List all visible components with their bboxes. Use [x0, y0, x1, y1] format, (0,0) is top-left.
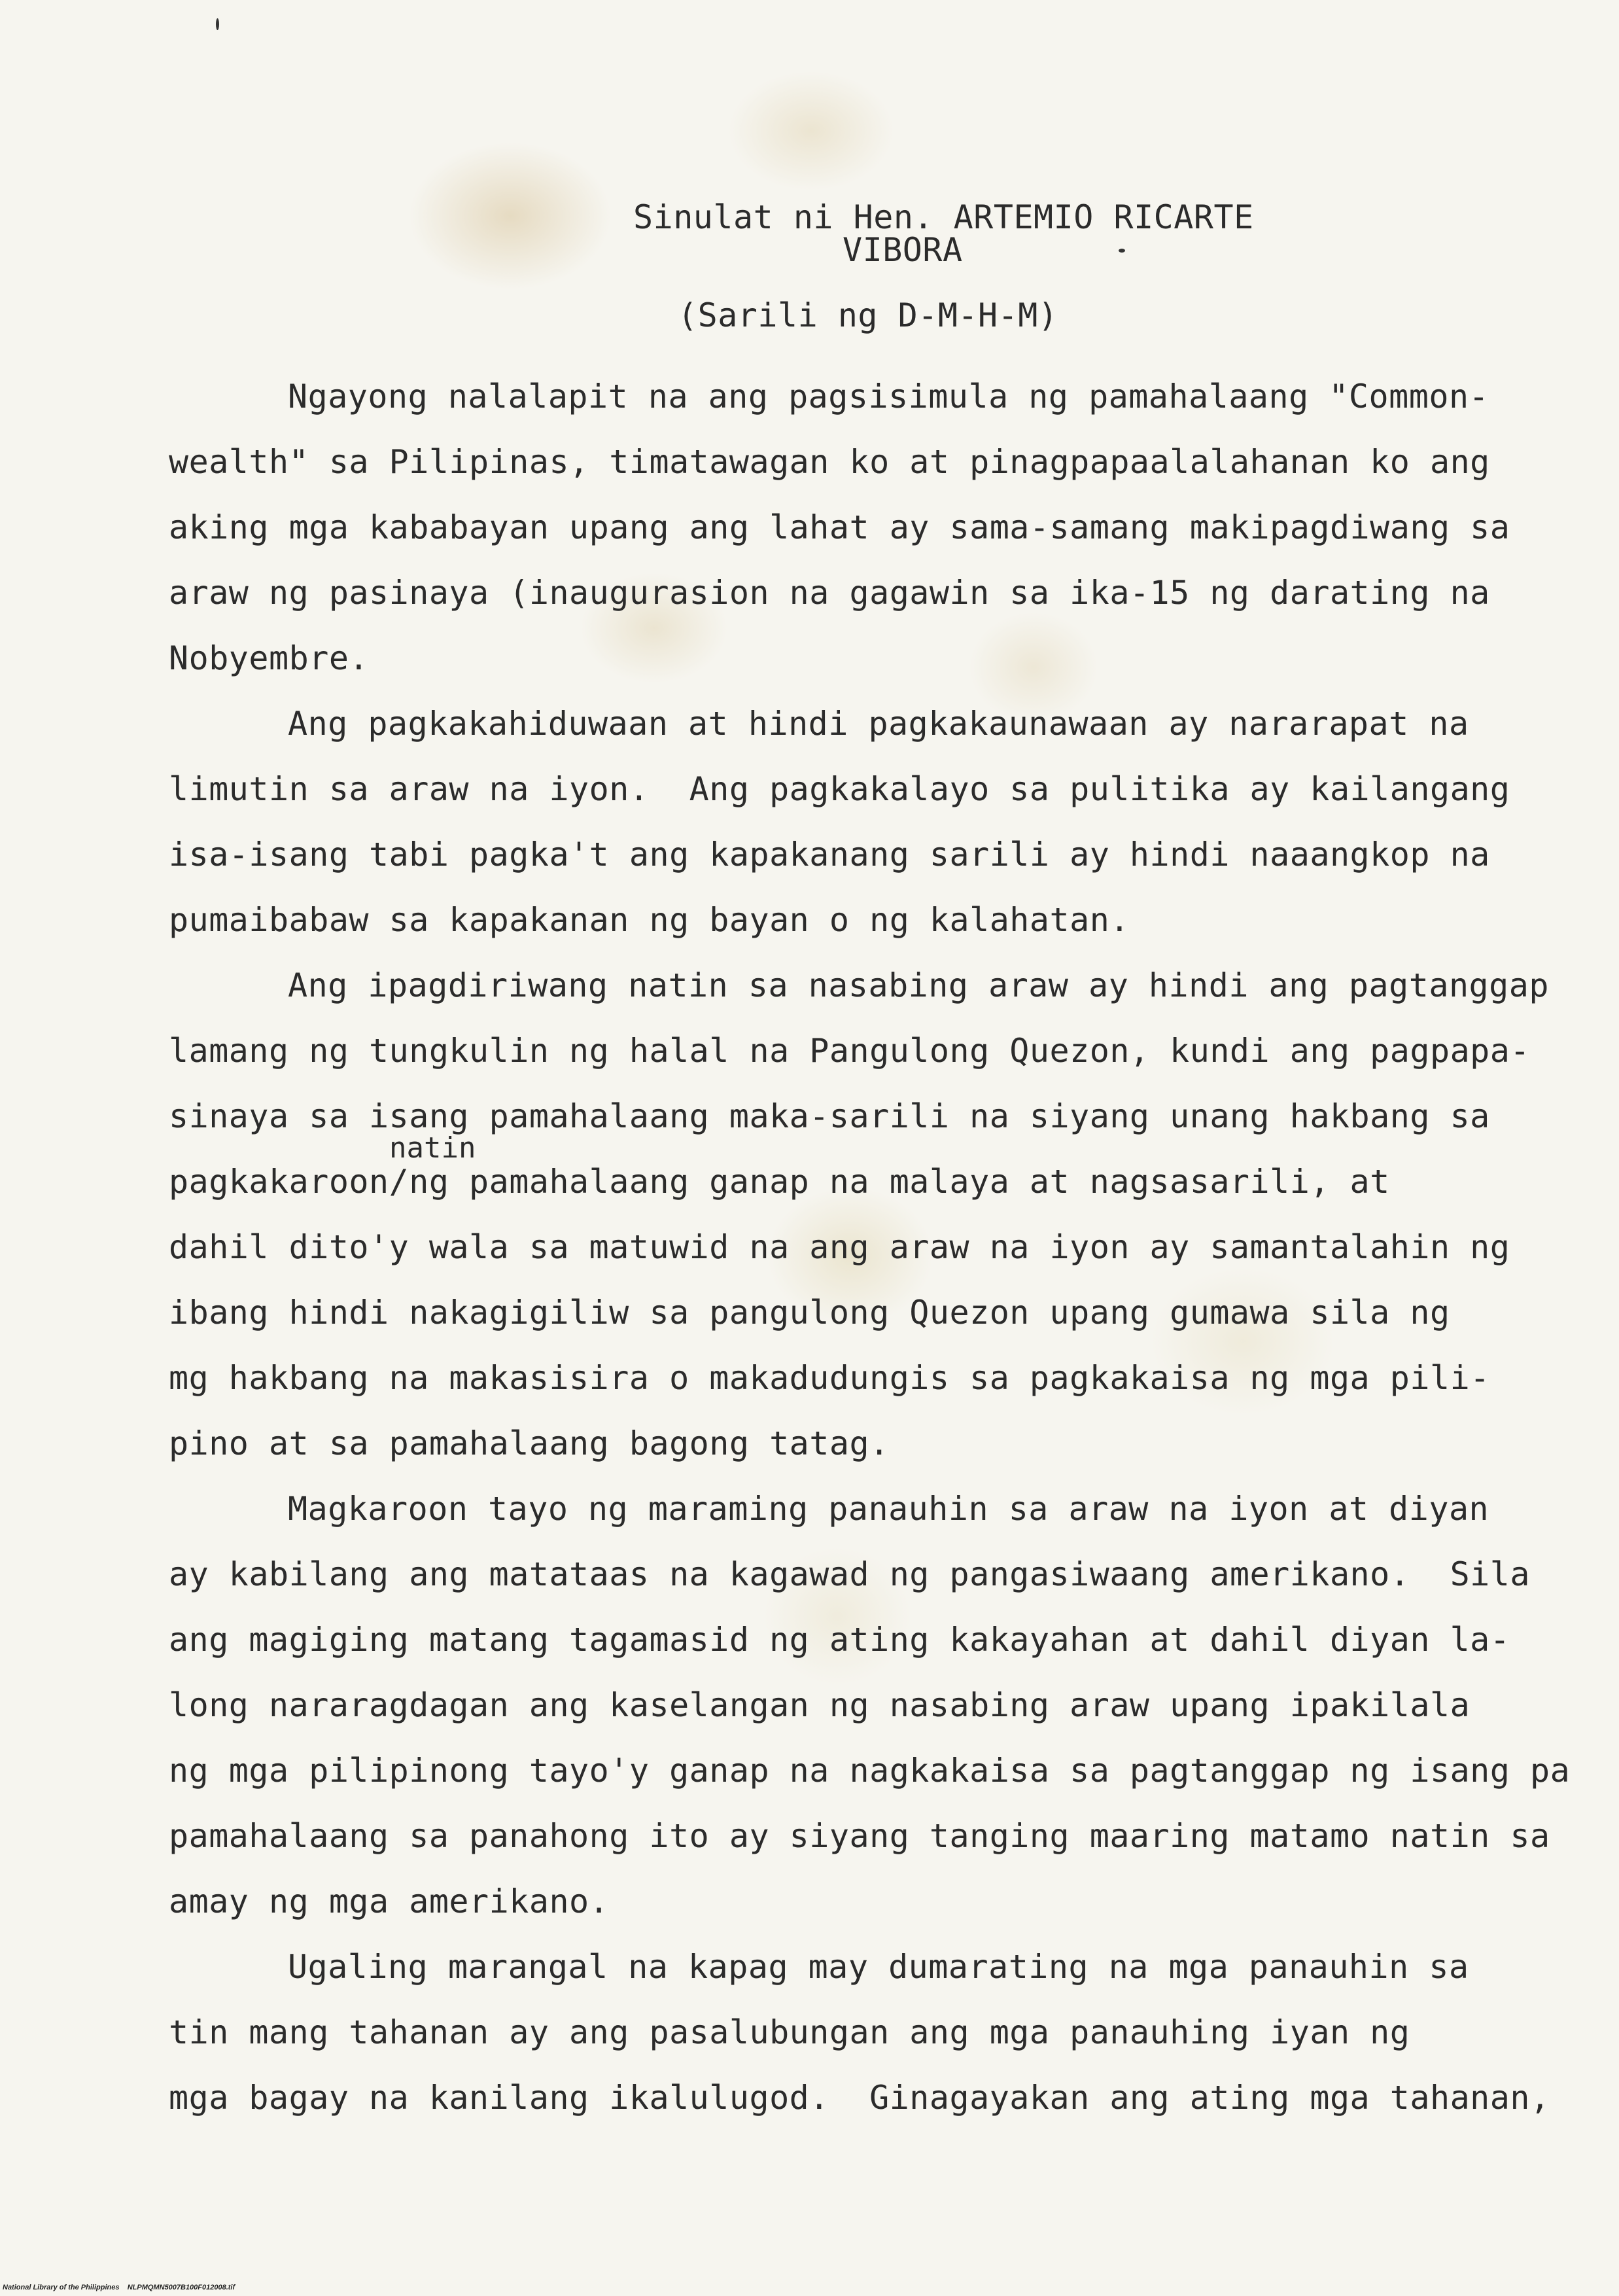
- text-line: pumaibabaw sa kapakanan ng bayan o ng kalahatan.: [169, 901, 1130, 939]
- text-line: mg hakbang na makasisira o makadudungis sa pagkakaisa ng mga pili-: [169, 1359, 1490, 1397]
- text-line: amay ng mga amerikano.: [169, 1882, 610, 1920]
- text-line: tin mang tahanan ay ang pasalubungan ang mga panauhing iyan ng: [169, 2013, 1410, 2051]
- text-line: Nobyembre.: [169, 639, 370, 677]
- text-line: araw ng pasinaya (inaugurasion na gagawin sa ika-15 ng darating na: [169, 574, 1490, 612]
- text-line: pino at sa pamahalaang bagong tatag.: [169, 1424, 890, 1462]
- text-line: Magkaroon tayo ng maraming panauhin sa araw na iyon at diyan: [288, 1490, 1489, 1528]
- ink-speck: [1119, 249, 1125, 253]
- text-line: ng mga pilipinong tayo'y ganap na nagkakaisa sa pagtanggap ng isang pa: [169, 1752, 1571, 1790]
- text-line: lamang ng tungkulin ng halal na Pangulong Quezon, kundi ang pagpapa-: [169, 1032, 1530, 1070]
- text-line: Ang pagkakahiduwaan at hindi pagkakaunawaan ay nararapat na: [288, 705, 1469, 743]
- text-line: sinaya sa isang pamahalaang maka-sarili na siyang unang hakbang sa: [169, 1097, 1490, 1135]
- text-line: pagkakaroon/ng pamahalaang ganap na malaya at nagsasarili, at: [169, 1163, 1390, 1201]
- text-line: aking mga kababayan upang ang lahat ay sama-samang makipagdiwang sa: [169, 508, 1510, 546]
- archive-footer: National Library of the Philippines NLPMQMN5007B100F012008.tif: [3, 2284, 235, 2291]
- title-line-2: VIBORA: [843, 231, 963, 269]
- text-line: long nararagdagan ang kaselangan ng nasabing araw upang ipakilala: [169, 1686, 1471, 1724]
- text-line: dahil dito'y wala sa matuwid na ang araw na iyon ay samantalahin ng: [169, 1228, 1510, 1266]
- text-line: mga bagay na kanilang ikalulugod. Ginagayakan ang ating mga tahanan,: [169, 2079, 1550, 2117]
- text-line: Ang ipagdiriwang natin sa nasabing araw ay hindi ang pagtanggap: [288, 966, 1549, 1004]
- subtitle: (Sarili ng D-M-H-M): [678, 296, 1058, 334]
- text-line: Ngayong nalalapit na ang pagsisimula ng pamahalaang "Common-: [288, 378, 1489, 415]
- title-line-1: Sinulat ni Hen. ARTEMIO RICARTE: [633, 198, 1254, 236]
- text-line: ay kabilang ang matataas na kagawad ng pangasiwaang amerikano. Sila: [169, 1555, 1530, 1593]
- text-line: wealth" sa Pilipinas, timatawagan ko at pinagpapaalalahanan ko ang: [169, 443, 1490, 481]
- text-line: isa-isang tabi pagka't ang kapakanang sarili ay hindi naaangkop na: [169, 836, 1490, 874]
- inserted-word: natin: [389, 1131, 476, 1165]
- text-line: limutin sa araw na iyon. Ang pagkakalayo sa pulitika ay kailangang: [169, 770, 1510, 808]
- text-line: ang magiging matang tagamasid ng ating kakayahan at dahil diyan la-: [169, 1621, 1510, 1659]
- text-line: Ugaling marangal na kapag may dumarating na mga panauhin sa: [288, 1948, 1469, 1986]
- ink-speck: [216, 18, 219, 30]
- text-line: pamahalaang sa panahong ito ay siyang tanging maaring matamo natin sa: [169, 1817, 1550, 1855]
- text-line: ibang hindi nakagigiliw sa pangulong Quezon upang gumawa sila ng: [169, 1294, 1450, 1332]
